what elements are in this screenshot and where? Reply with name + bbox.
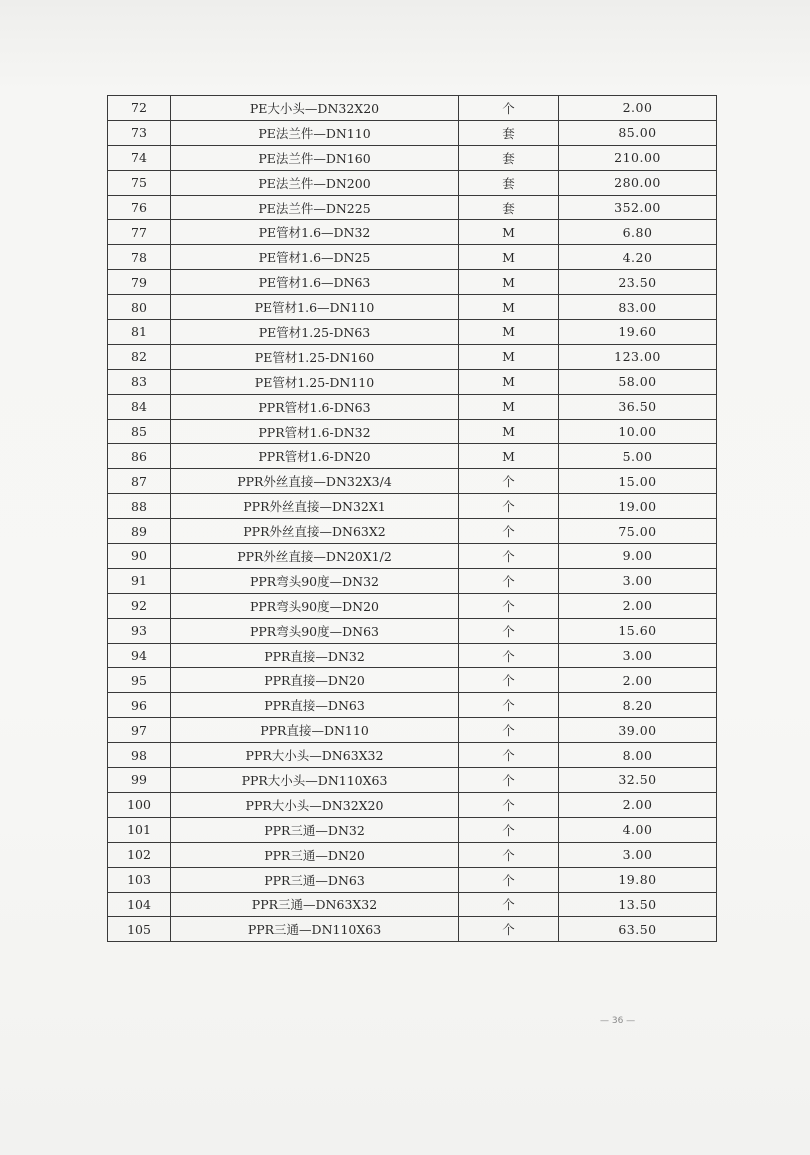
- item-name: PPR三通—DN32: [171, 817, 459, 842]
- table-row: [108, 195, 717, 220]
- item-price: 19.00: [559, 494, 717, 519]
- table-row: [108, 444, 717, 469]
- item-price: 5.00: [559, 444, 717, 469]
- table-row: [108, 693, 717, 718]
- item-price: 13.50: [559, 892, 717, 917]
- row-number: 92: [108, 593, 171, 618]
- table-row: [108, 220, 717, 245]
- item-price: 15.60: [559, 618, 717, 643]
- item-unit: 个: [459, 817, 559, 842]
- row-number: 74: [108, 145, 171, 170]
- item-unit: M: [459, 220, 559, 245]
- item-name: PPR直接—DN32: [171, 643, 459, 668]
- row-number: 82: [108, 344, 171, 369]
- table-row: [108, 817, 717, 842]
- item-unit: 个: [459, 519, 559, 544]
- item-unit: M: [459, 245, 559, 270]
- item-price: 3.00: [559, 842, 717, 867]
- table-row: [108, 419, 717, 444]
- item-price: 280.00: [559, 170, 717, 195]
- item-price: 8.20: [559, 693, 717, 718]
- item-name: PPR大小头—DN32X20: [171, 792, 459, 817]
- row-number: 102: [108, 842, 171, 867]
- row-number: 105: [108, 917, 171, 942]
- item-name: PPR直接—DN110: [171, 718, 459, 743]
- item-unit: M: [459, 419, 559, 444]
- item-name: PPR弯头90度—DN20: [171, 593, 459, 618]
- item-name: PE管材1.25-DN110: [171, 369, 459, 394]
- item-unit: 个: [459, 544, 559, 569]
- item-price: 4.20: [559, 245, 717, 270]
- item-price: 85.00: [559, 120, 717, 145]
- item-unit: M: [459, 295, 559, 320]
- price-table-body: [108, 96, 717, 942]
- item-unit: M: [459, 344, 559, 369]
- row-number: 83: [108, 369, 171, 394]
- item-unit: 个: [459, 917, 559, 942]
- item-price: 10.00: [559, 419, 717, 444]
- table-row: [108, 718, 717, 743]
- item-price: 58.00: [559, 369, 717, 394]
- table-row: [108, 320, 717, 345]
- row-number: 90: [108, 544, 171, 569]
- item-unit: 个: [459, 643, 559, 668]
- table-row: [108, 394, 717, 419]
- row-number: 94: [108, 643, 171, 668]
- item-price: 123.00: [559, 344, 717, 369]
- table-row: [108, 917, 717, 942]
- row-number: 76: [108, 195, 171, 220]
- item-name: PPR三通—DN20: [171, 842, 459, 867]
- table-row: [108, 245, 717, 270]
- table-row: [108, 494, 717, 519]
- table-row: [108, 120, 717, 145]
- row-number: 91: [108, 568, 171, 593]
- item-unit: M: [459, 394, 559, 419]
- item-name: PE管材1.6—DN110: [171, 295, 459, 320]
- item-unit: M: [459, 320, 559, 345]
- item-name: PPR三通—DN110X63: [171, 917, 459, 942]
- item-unit: 个: [459, 494, 559, 519]
- item-price: 9.00: [559, 544, 717, 569]
- table-row: [108, 618, 717, 643]
- item-price: 36.50: [559, 394, 717, 419]
- item-price: 210.00: [559, 145, 717, 170]
- row-number: 96: [108, 693, 171, 718]
- row-number: 79: [108, 270, 171, 295]
- row-number: 101: [108, 817, 171, 842]
- table-row: [108, 544, 717, 569]
- table-row: [108, 96, 717, 121]
- item-name: PPR外丝直接—DN32X3/4: [171, 469, 459, 494]
- item-name: PE管材1.6—DN32: [171, 220, 459, 245]
- row-number: 98: [108, 743, 171, 768]
- row-number: 72: [108, 96, 171, 121]
- row-number: 73: [108, 120, 171, 145]
- item-unit: 个: [459, 718, 559, 743]
- item-name: PPR三通—DN63X32: [171, 892, 459, 917]
- item-price: 23.50: [559, 270, 717, 295]
- item-name: PPR外丝直接—DN20X1/2: [171, 544, 459, 569]
- item-name: PPR外丝直接—DN63X2: [171, 519, 459, 544]
- row-number: 89: [108, 519, 171, 544]
- item-price: 3.00: [559, 568, 717, 593]
- table-row: [108, 792, 717, 817]
- row-number: 78: [108, 245, 171, 270]
- item-price: 8.00: [559, 743, 717, 768]
- item-price: 352.00: [559, 195, 717, 220]
- table-row: [108, 743, 717, 768]
- item-unit: 个: [459, 618, 559, 643]
- row-number: 99: [108, 768, 171, 793]
- item-price: 2.00: [559, 668, 717, 693]
- item-name: PPR管材1.6-DN20: [171, 444, 459, 469]
- item-name: PE管材1.6—DN25: [171, 245, 459, 270]
- item-unit: M: [459, 444, 559, 469]
- row-number: 75: [108, 170, 171, 195]
- item-price: 4.00: [559, 817, 717, 842]
- table-row: [108, 668, 717, 693]
- item-unit: 个: [459, 96, 559, 121]
- item-name: PE大小头—DN32X20: [171, 96, 459, 121]
- price-table: [107, 95, 717, 942]
- item-unit: 个: [459, 842, 559, 867]
- table-row: [108, 170, 717, 195]
- item-price: 2.00: [559, 96, 717, 121]
- item-name: PE法兰件—DN225: [171, 195, 459, 220]
- item-price: 32.50: [559, 768, 717, 793]
- row-number: 100: [108, 792, 171, 817]
- item-name: PPR大小头—DN110X63: [171, 768, 459, 793]
- item-unit: 套: [459, 195, 559, 220]
- item-name: PE管材1.25-DN63: [171, 320, 459, 345]
- row-number: 86: [108, 444, 171, 469]
- page-mark: — 36 —: [600, 1016, 636, 1026]
- row-number: 87: [108, 469, 171, 494]
- row-number: 88: [108, 494, 171, 519]
- item-name: PPR大小头—DN63X32: [171, 743, 459, 768]
- item-unit: 套: [459, 145, 559, 170]
- item-price: 75.00: [559, 519, 717, 544]
- row-number: 97: [108, 718, 171, 743]
- item-name: PPR弯头90度—DN63: [171, 618, 459, 643]
- item-price: 19.80: [559, 867, 717, 892]
- table-row: [108, 469, 717, 494]
- item-unit: 个: [459, 693, 559, 718]
- row-number: 93: [108, 618, 171, 643]
- item-unit: 个: [459, 593, 559, 618]
- item-name: PE管材1.25-DN160: [171, 344, 459, 369]
- item-unit: 个: [459, 469, 559, 494]
- row-number: 103: [108, 867, 171, 892]
- item-unit: 个: [459, 568, 559, 593]
- table-row: [108, 344, 717, 369]
- item-unit: 个: [459, 743, 559, 768]
- table-row: [108, 593, 717, 618]
- item-price: 3.00: [559, 643, 717, 668]
- table-row: [108, 369, 717, 394]
- item-price: 2.00: [559, 792, 717, 817]
- item-price: 15.00: [559, 469, 717, 494]
- item-unit: 个: [459, 768, 559, 793]
- row-number: 80: [108, 295, 171, 320]
- item-name: PPR直接—DN63: [171, 693, 459, 718]
- item-price: 19.60: [559, 320, 717, 345]
- item-name: PPR外丝直接—DN32X1: [171, 494, 459, 519]
- table-row: [108, 842, 717, 867]
- row-number: 85: [108, 419, 171, 444]
- item-price: 39.00: [559, 718, 717, 743]
- row-number: 81: [108, 320, 171, 345]
- item-name: PPR弯头90度—DN32: [171, 568, 459, 593]
- item-name: PE法兰件—DN110: [171, 120, 459, 145]
- table-row: [108, 295, 717, 320]
- table-row: [108, 768, 717, 793]
- item-unit: M: [459, 270, 559, 295]
- item-unit: 套: [459, 170, 559, 195]
- item-name: PE管材1.6—DN63: [171, 270, 459, 295]
- table-row: [108, 145, 717, 170]
- row-number: 104: [108, 892, 171, 917]
- item-price: 6.80: [559, 220, 717, 245]
- row-number: 77: [108, 220, 171, 245]
- table-row: [108, 867, 717, 892]
- item-price: 2.00: [559, 593, 717, 618]
- item-unit: 个: [459, 892, 559, 917]
- table-row: [108, 568, 717, 593]
- item-name: PE法兰件—DN160: [171, 145, 459, 170]
- item-unit: 个: [459, 792, 559, 817]
- item-name: PPR三通—DN63: [171, 867, 459, 892]
- item-price: 83.00: [559, 295, 717, 320]
- item-name: PE法兰件—DN200: [171, 170, 459, 195]
- table-row: [108, 270, 717, 295]
- item-price: 63.50: [559, 917, 717, 942]
- item-unit: 套: [459, 120, 559, 145]
- table-row: [108, 643, 717, 668]
- item-name: PPR管材1.6-DN32: [171, 419, 459, 444]
- table-row: [108, 892, 717, 917]
- item-unit: 个: [459, 867, 559, 892]
- row-number: 84: [108, 394, 171, 419]
- item-name: PPR直接—DN20: [171, 668, 459, 693]
- row-number: 95: [108, 668, 171, 693]
- item-name: PPR管材1.6-DN63: [171, 394, 459, 419]
- item-unit: M: [459, 369, 559, 394]
- item-unit: 个: [459, 668, 559, 693]
- table-row: [108, 519, 717, 544]
